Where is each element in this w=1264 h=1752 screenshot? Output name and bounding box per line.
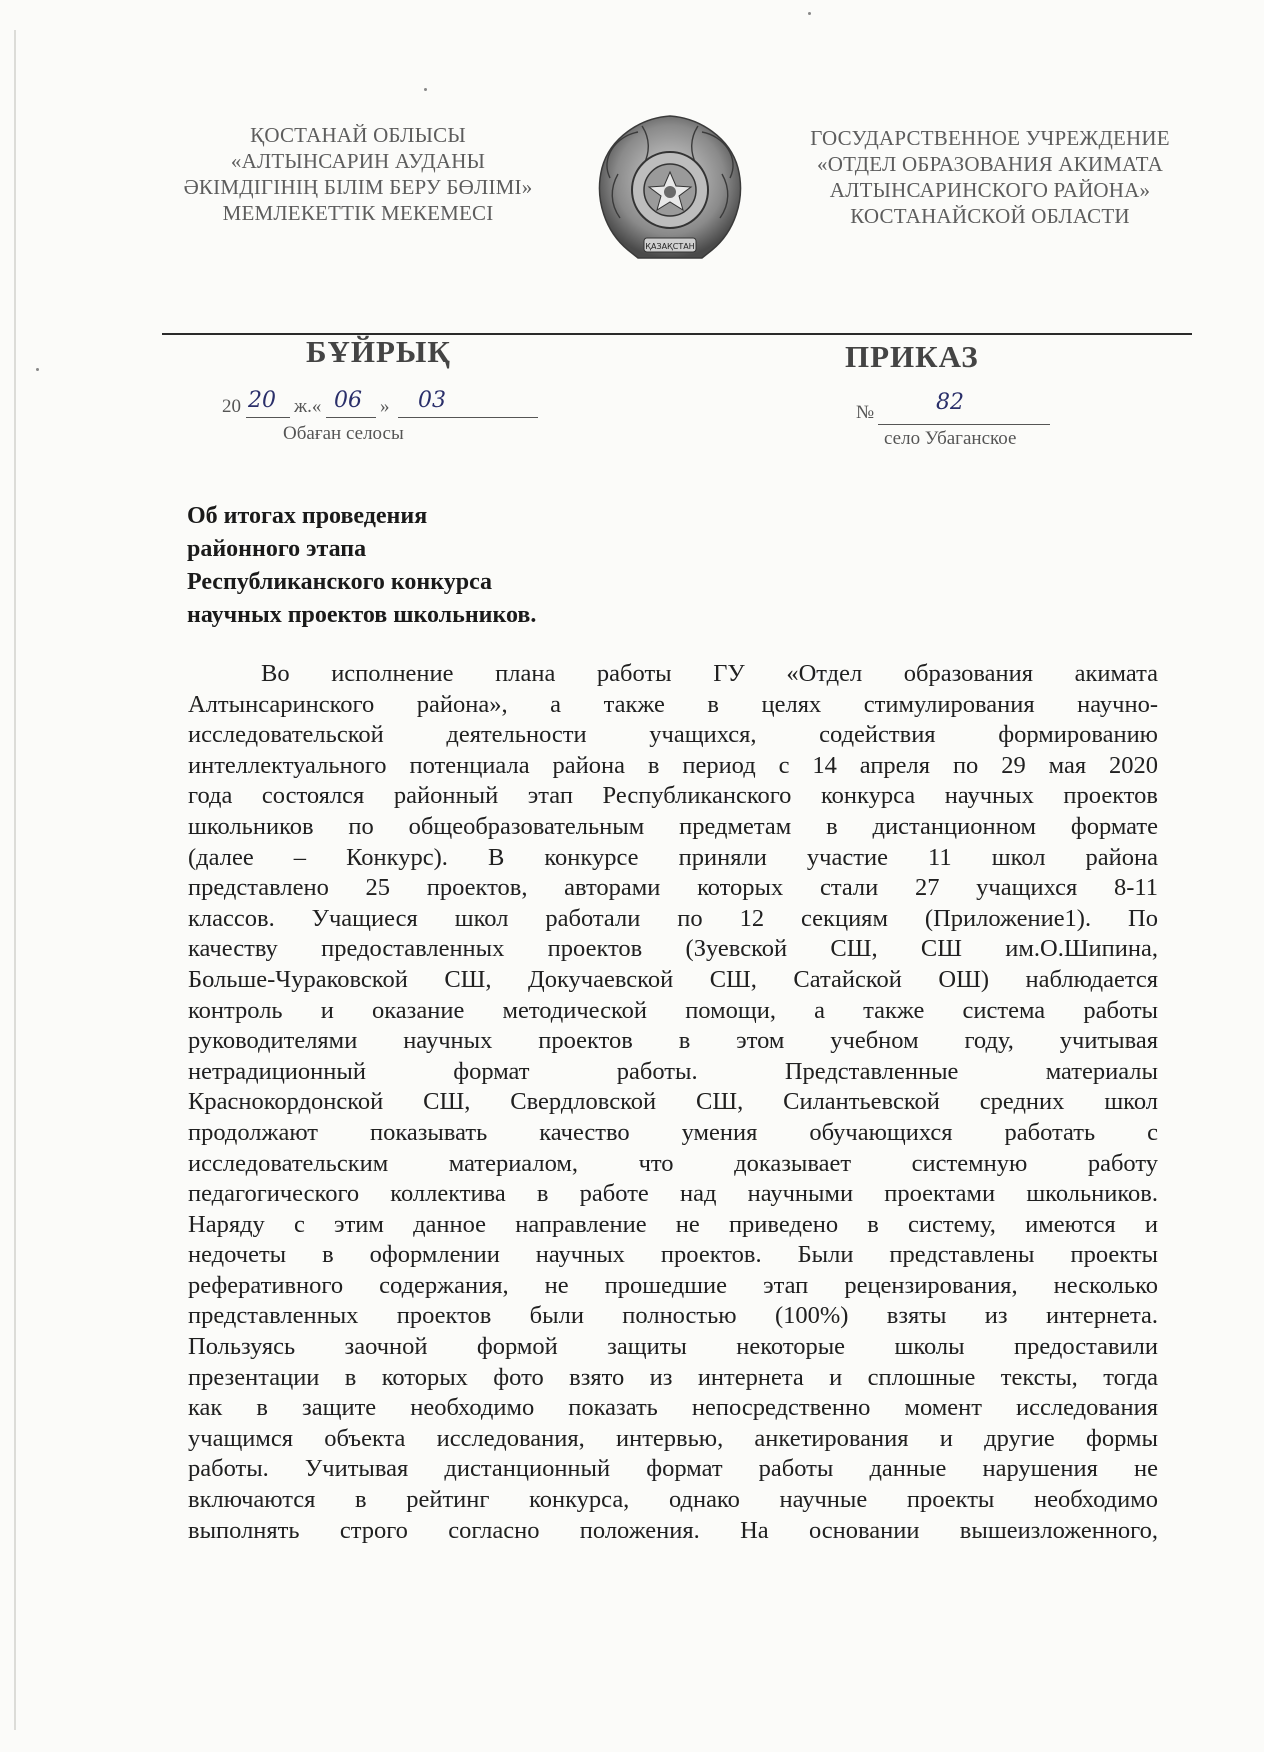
body-line: учащимся объекта исследования, интервью, анкетирования и другие формы xyxy=(188,1424,1158,1452)
body-line: исследовательским материалом, что доказывает системную работу xyxy=(188,1149,1158,1177)
order-subject xyxy=(187,500,687,632)
body-line: года состоялся районный этап Республиканского конкурса научных проектов xyxy=(188,782,1158,810)
header-ru-line: ГОСУДАРСТВЕННОЕ УЧРЕЖДЕНИЕ xyxy=(810,126,1170,150)
subject-line: Республиканского конкурса xyxy=(187,569,493,595)
subject-line: Об итогах проведения xyxy=(187,503,428,529)
number-label: № xyxy=(856,402,875,423)
body-line: педагогического коллектива в работе над научными проектами школьников. xyxy=(188,1180,1158,1208)
body-line: нетрадиционный формат работы. Представленные материалы xyxy=(188,1057,1158,1085)
date-day-handwritten: 06 xyxy=(334,388,362,413)
body-line: контроль и оказание методической помощи, а также система работы xyxy=(188,996,1158,1024)
date-year-handwritten: 20 xyxy=(248,388,276,413)
order-title-russian: ПРИКАЗ xyxy=(845,339,979,374)
body-line: реферативного содержания, не прошедшие этап рецензирования, несколько xyxy=(188,1271,1158,1299)
scan-edge xyxy=(14,30,16,1730)
header-kz-line: МЕМЛЕКЕТТІК МЕКЕМЕСІ xyxy=(222,201,494,225)
order-date xyxy=(222,388,542,420)
body-line: исследовательской деятельности учащихся, содействия формированию xyxy=(188,721,1158,749)
date-underline xyxy=(246,417,290,418)
header-ru-line: «ОТДЕЛ ОБРАЗОВАНИЯ АКИМАТА xyxy=(817,152,1163,176)
body-line: недочеты в оформлении научных проектов. Были представлены проекты xyxy=(188,1241,1158,1269)
body-line: Больше-Чураковской СШ, Докучаевской СШ, Сатайской ОШ) наблюдается xyxy=(188,965,1158,993)
date-underline xyxy=(326,417,376,418)
body-line: Алтынсаринского района», а также в целях стимулирования научно- xyxy=(188,690,1158,718)
header-ru-line: АЛТЫНСАРИНСКОГО РАЙОНА» xyxy=(829,178,1151,202)
header-kz-line: «АЛТЫНСАРИН АУДАНЫ xyxy=(230,149,486,173)
date-year-prefix: 20 xyxy=(222,396,241,417)
body-line: школьников по общеобразовательным предметам в дистанционном формате xyxy=(188,812,1158,840)
body-line: Краснокордонской СШ, Свердловской СШ, Силантьевской средних школ xyxy=(188,1088,1158,1116)
header-kazakh xyxy=(158,122,558,226)
date-close-quote: » xyxy=(380,396,390,417)
body-line: выполнять строго согласно положения. На основании вышеизложенного, xyxy=(188,1516,1158,1544)
body-line: руководителями научных проектов в этом учебном году, учитывая xyxy=(188,1027,1158,1055)
body-line: как в защите необходимо показать непосредственно момент исследования xyxy=(188,1394,1158,1422)
body-line: работы. Учитывая дистанционный формат работы данные нарушения не xyxy=(188,1455,1158,1483)
body-line: качеству предоставленных проектов (Зуевской СШ, СШ им.О.Шипина, xyxy=(188,935,1158,963)
header-kz-line: ҚОСТАНАЙ ОБЛЫСЫ xyxy=(250,123,466,147)
body-line: классов. Учащиеся школ работали по 12 секциям (Приложение1). По xyxy=(188,904,1158,932)
scan-speck xyxy=(36,368,39,371)
body-line: интеллектуального потенциала района в период с 14 апреля по 29 мая 2020 xyxy=(188,751,1158,779)
header-ru-line: КОСТАНАЙСКОЙ ОБЛАСТИ xyxy=(850,204,1130,228)
body-line: представлено 25 проектов, авторами которых стали 27 учащихся 8-11 xyxy=(188,874,1158,902)
body-line: представленных проектов были полностью (100%) взяты из интернета. xyxy=(188,1302,1158,1330)
subject-line: научных проектов школьников. xyxy=(187,602,537,628)
body-line: Во исполнение плана работы ГУ «Отдел образования акимата xyxy=(261,660,1158,687)
state-emblem-icon xyxy=(580,108,760,270)
header-kz-line: ӘКІМДІГІНІҢ БІЛІМ БЕРУ БӨЛІМІ» xyxy=(183,175,533,199)
village-kazakh: Обаған селосы xyxy=(283,423,404,444)
scan-speck xyxy=(808,12,811,15)
emblem-label: ҚАЗАҚСТАН xyxy=(645,242,695,251)
body-line: презентации в которых фото взято из интернета и сплошные тексты, тогда xyxy=(188,1363,1158,1391)
body-line: Пользуясь заочной формой защиты некоторые школы предоставили xyxy=(188,1333,1158,1361)
village-russian: село Убаганское xyxy=(884,428,1017,449)
body-line: (далее – Конкурс). В конкурсе приняли участие 11 школ района xyxy=(188,843,1158,871)
order-body-text xyxy=(188,659,1158,1546)
body-line: Наряду с этим данное направление не приведено в систему, имеются и xyxy=(188,1210,1158,1238)
date-month-handwritten: 03 xyxy=(418,388,446,413)
subject-line: районного этапа xyxy=(187,536,367,562)
header-russian xyxy=(780,125,1200,229)
order-number xyxy=(856,390,1051,426)
date-zh-label: ж.« xyxy=(294,396,322,417)
date-underline xyxy=(398,417,538,418)
number-handwritten: 82 xyxy=(936,390,964,415)
body-line: включаются в рейтинг конкурса, однако научные проекты необходимо xyxy=(188,1486,1158,1514)
scan-speck xyxy=(424,88,427,91)
number-underline xyxy=(878,424,1050,425)
order-title-kazakh: БҰЙРЫҚ xyxy=(306,334,451,369)
body-line: продолжают показывать качество умения обучающихся работать с xyxy=(188,1118,1158,1146)
